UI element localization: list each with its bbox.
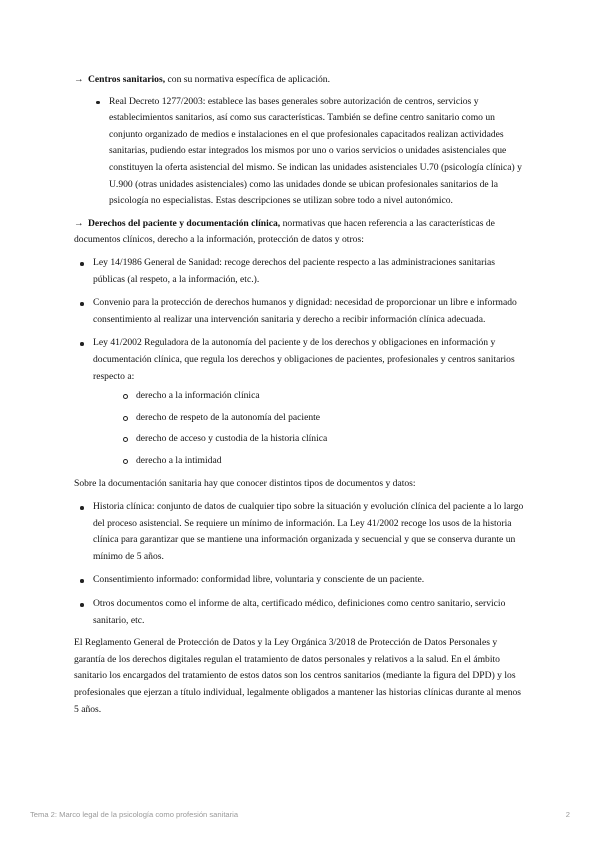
list-item: Consentimiento informado: conformidad libre, voluntaria y consciente de un paciente. <box>74 572 528 589</box>
section-centros-text: con su normativa específica de aplicación. <box>165 74 330 85</box>
section-derechos-title: Derechos del paciente y documentación clínica, <box>88 217 281 229</box>
footer-title: Tema 2: Marco legal de la psicología como profesión sanitaria <box>30 810 239 819</box>
section-derechos-text: normativas que hacen referencia a las características de documentos clínicos, derecho a la información, protección de datos y otros: <box>74 217 495 246</box>
page-footer <box>30 810 570 819</box>
list-item: Ley 14/1986 General de Sanidad: recoge derechos del paciente respecto a las administraciones sanitarias públicas (al respeto, a la información, etc.). <box>74 255 528 288</box>
rights-sublist <box>93 388 528 469</box>
list-item: Convenio para la protección de derechos humanos y dignidad: necesidad de proporcionar un libre e informado consentimiento al realizar una intervención sanitaria y derecho a recibir información clínica adecuada. <box>74 295 528 328</box>
list-item: Otros documentos como el informe de alta, certificado médico, definiciones como centro sanitario, servicio sanitario, etc. <box>74 596 528 629</box>
list-item: Real Decreto 1277/2003: establece las bases generales sobre autorización de centros, servicios y establecimientos sanitarios, así como sus características. También se define centro sanitario como un conjunto organizado de medios e instalaciones en el que profesionales capacitados realizan actividades sanitarias, pudiendo estar integrados los mismos por uno o varios servicios o unidades asistenciales que constituyen la oferta asistencial del mismo. Se indican las unidades asistenciales U.70 (psicología clínica) y U.900 (otras unidades asistenciales) como las unidades donde se ubican profesionales sanitarios de la psicología no especialistas. Estas descripciones se utilizan sobre todo a nivel autonómico. <box>90 94 528 210</box>
centros-list <box>90 94 528 210</box>
arrow-icon: → <box>74 217 84 229</box>
section-centros-heading <box>74 72 528 89</box>
sublist-item: derecho de respeto de la autonomía del paciente <box>117 410 528 427</box>
documentacion-list <box>74 499 528 629</box>
arrow-icon: → <box>74 74 84 85</box>
list-item: Historia clínica: conjunto de datos de cualquier tipo sobre la situación y evolución clínica del paciente a lo largo del proceso asistencial. Se requiere un mínimo de información. La Ley 41/2002 recoge los usos de la historia clínica para garantizar que se mantiene una información organizada y secuencial y que se conserva durante un mínimo de 5 años. <box>74 499 528 565</box>
sublist-item: derecho a la intimidad <box>117 453 528 470</box>
page-content <box>74 70 528 718</box>
sublist-item: derecho a la información clínica <box>117 388 528 405</box>
section-derechos-heading <box>74 216 528 249</box>
section-centros-title: Centros sanitarios, <box>88 74 166 85</box>
sublist-item: derecho de acceso y custodia de la historia clínica <box>117 431 528 448</box>
documentacion-intro: Sobre la documentación sanitaria hay que conocer distintos tipos de documentos y datos: <box>74 478 416 490</box>
final-paragraph: El Reglamento General de Protección de Datos y la Ley Orgánica 3/2018 de Protección de Datos Personales y garantía de los derechos digitales regulan el tratamiento de datos personales y relativos a la salud. En el ámbito sanitario los encargados del tratamiento de estos datos son los centros sanitarios (mediante la figura del DPD) y los profesionales que ejerzan a título individual, legalmente obligados a mantener las historias clínicas durante al menos 5 años. <box>74 637 522 715</box>
derechos-list <box>74 255 528 470</box>
page-number: 2 <box>565 810 570 819</box>
list-item-text: Ley 41/2002 Reguladora de la autonomía del paciente y de los derechos y obligaciones en información y documentación clínica, que regula los derechos y obligaciones de pacientes, profesionales y centros sanitarios respecto a: <box>93 337 515 382</box>
list-item <box>74 335 528 469</box>
